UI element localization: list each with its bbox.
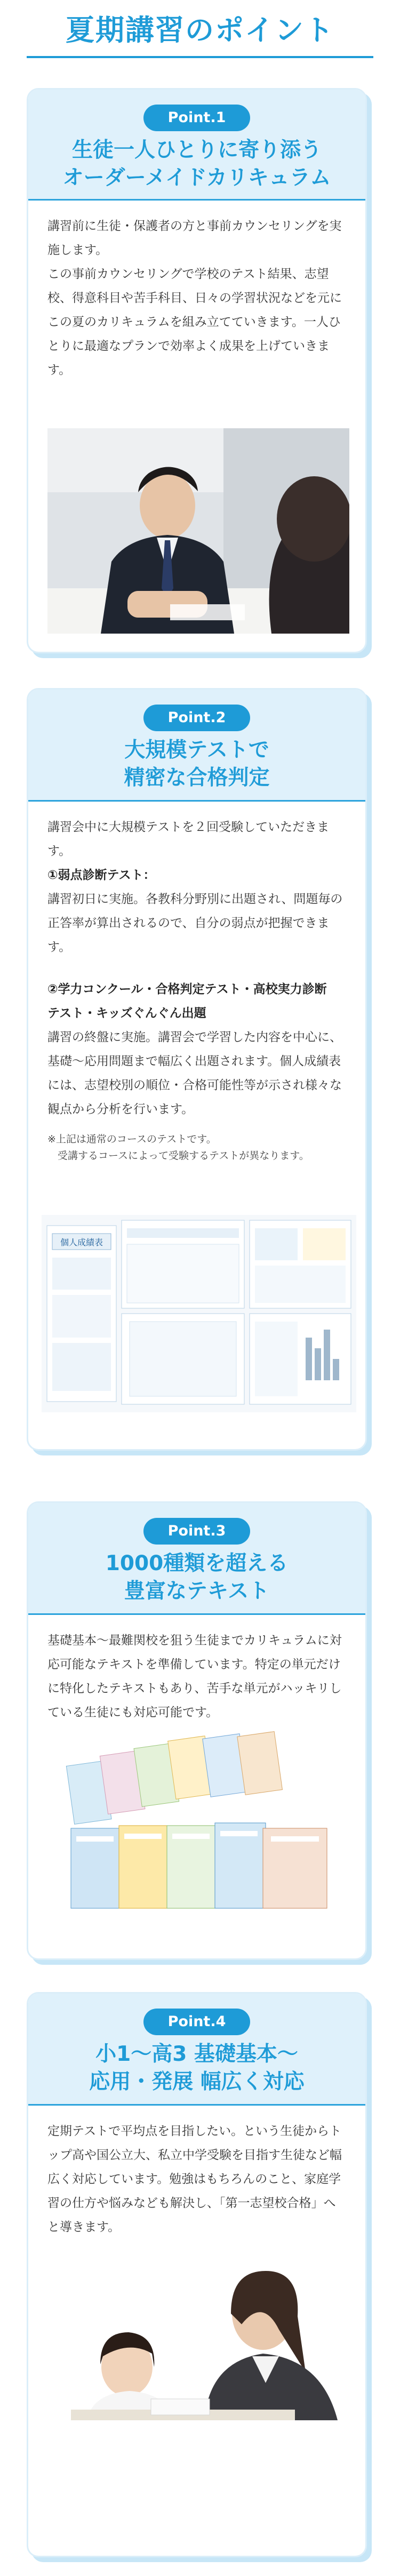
point-title-line: 応用・発展 幅広く対応 (89, 2070, 305, 2094)
point-badge: Point.2 (143, 705, 250, 731)
point-title-line: 豊富なテキスト (124, 1579, 270, 1603)
test-heading: ②学力コンクール・合格判定テスト・高校実力診断 テスト・キッズぐんぐん出題 (47, 982, 339, 1020)
point-card-2 (27, 688, 367, 1451)
point-paragraph: 講習会中に大規模テストを２回受験していただきます。 (47, 820, 330, 858)
test-heading: ①弱点診断テスト： (47, 868, 156, 882)
point-title (28, 737, 365, 792)
test-report-image (42, 1215, 356, 1412)
point-title (28, 2041, 365, 2096)
point-title-line: オーダーメイドカリキュラム (62, 166, 331, 190)
tutoring-photo (28, 2255, 365, 2420)
point-title-line: 大規模テストで (124, 738, 269, 762)
point-title-line: 小1〜高3 基礎基本〜 (95, 2042, 298, 2066)
point-paragraph: 定期テストで平均点を目指したい。という生徒からトップ高や国公立大、私立中学受験を目指す生徒など幅広く対応しています。勉強はもちろんのこと、家庭学習の仕方や悩みなども解決し、「第一志望校合格」へと導きます。 (47, 2124, 342, 2234)
textbooks-photo (60, 1727, 338, 1930)
point-card-4 (27, 1992, 367, 2557)
point-title-line: 生徒一人ひとりに寄り添う (71, 138, 322, 162)
test-note (47, 1131, 346, 1164)
point-body (28, 201, 365, 382)
section-title: 夏期講習のポイント (66, 13, 334, 47)
note-line: 受講するコースによって受験するテストが異なります。 (47, 1150, 309, 1162)
point-paragraph: 基礎基本〜最難関校を狙う生徒までカリキュラムに対応可能なテキストを準備しています。特定の単元だけに特化したテキストもあり、苦手な単元がハッキリしている生徒にも対応可能です。 (47, 1634, 342, 1719)
point-card-header (28, 90, 365, 201)
point-title (28, 137, 365, 192)
point-card-3 (27, 1501, 367, 1960)
section-header (0, 0, 400, 69)
point-title-line: 精密な合格判定 (124, 766, 270, 790)
report-title: 個人成績表 (60, 1237, 103, 1247)
point-paragraph: 講習前に生徒・保護者の方と事前カウンセリングを実施します。 (47, 219, 342, 257)
point-paragraph: 講習初日に実施。各教科分野別に出題され、問題毎の正答率が算出されるので、自分の弱点が把握できます。 (47, 892, 343, 954)
counseling-photo (47, 428, 349, 634)
point-body (28, 802, 365, 1164)
point-paragraph: この事前カウンセリングで学校のテスト結果、志望校、得意科目や苦手科目、日々の学習状況などを元にこの夏のカリキュラムを組み立てていきます。一人ひとりに最適なプランで効率よく成果を上げていきます。 (47, 267, 342, 377)
point-body (28, 2106, 365, 2239)
point-badge: Point.3 (143, 1518, 250, 1545)
point-card-header (28, 1503, 365, 1615)
header-underline (27, 56, 373, 58)
point-card-1 (27, 88, 367, 653)
point-badge: Point.4 (143, 2009, 250, 2035)
point-card-header (28, 690, 365, 802)
point-title (28, 1550, 365, 1605)
note-line: ※上記は通常のコースのテストです。 (47, 1133, 217, 1145)
point-title-line: 1000種類を超える (105, 1551, 289, 1575)
point-badge: Point.1 (143, 105, 250, 131)
point-paragraph: 講習の終盤に実施。講習会で学習した内容を中心に、基礎〜応用問題まで幅広く出題されます。個人成績表には、志望校別の順位・合格可能性等が示され様々な観点から分析を行います。 (47, 1030, 342, 1116)
point-card-header (28, 1994, 365, 2106)
point-body (28, 1615, 365, 1725)
